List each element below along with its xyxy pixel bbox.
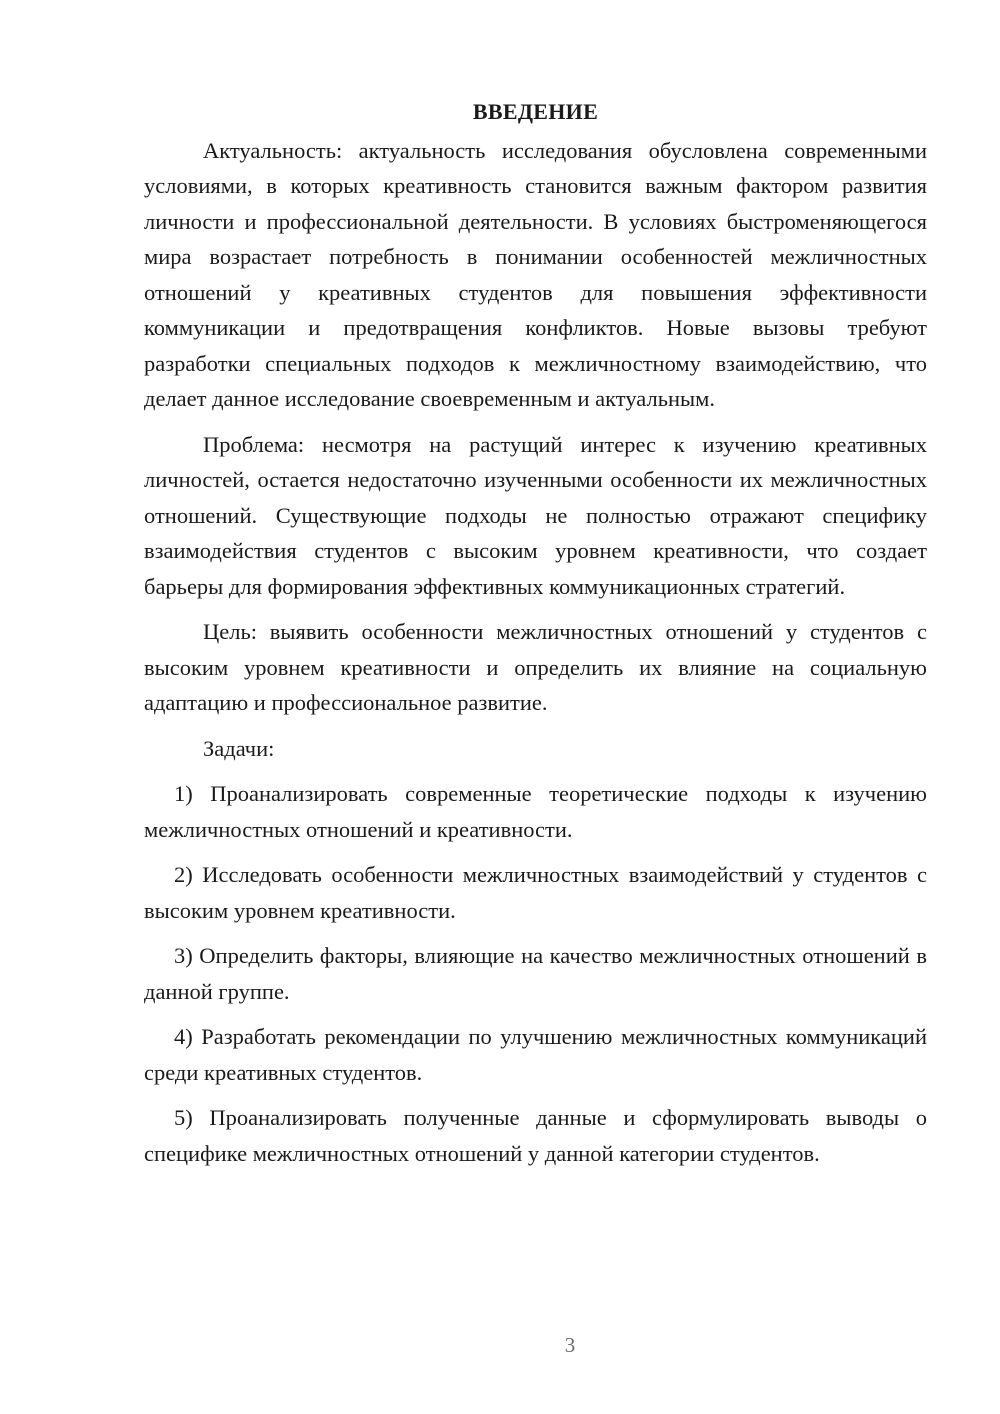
task-item: 4) Разработать рекомендации по улучшению межличностных коммуникаций среди креативных студентов.: [144, 1024, 927, 1085]
tasks-label: Задачи:: [203, 735, 275, 761]
paragraph-problem: Проблема: несмотря на растущий интерес к изучению креативных личностей, остается недостаточно изученными особенности их межличностных отношений. Существующие подходы не полностью отражают специфику взаимодействия студентов с высоким уровнем креативности, что создает барьеры для формирования эффективных коммуникационных стратегий.: [144, 431, 927, 599]
task-item: 3) Определить факторы, влияющие на качество межличностных отношений в данной группе.: [144, 943, 927, 1004]
paragraph-relevance: Актуальность: актуальность исследования обусловлена современными условиями, в которых креативность становится важным фактором развития личности и профессиональной деятельности. В условиях быстроменяющегося мира возрастает потребность в понимании особенностей межличностных отношений у креативных студентов для повышения эффективности коммуникации и предотвращения конфликтов. Новые вызовы требуют разработки специальных подходов к межличностному взаимодействию, что делает данное исследование своевременным и актуальным.: [144, 137, 927, 411]
section-heading: ВВЕДЕНИЕ: [472, 99, 599, 124]
paragraph-goal: Цель: выявить особенности межличностных отношений у студентов с высоким уровнем креативности и определить их влияние на социальную адаптацию и профессиональное развитие.: [144, 619, 927, 715]
page-content: [144, 94, 927, 1181]
task-item: 1) Проанализировать современные теоретические подходы к изучению межличностных отношений и креативности.: [144, 781, 927, 842]
task-item: 2) Исследовать особенности межличностных взаимодействий у студентов с высоким уровнем креативности.: [144, 862, 927, 923]
tasks-list: [144, 776, 927, 1171]
page-number: 3: [564, 1333, 576, 1357]
task-item: 5) Проанализировать полученные данные и сформулировать выводы о специфике межличностных отношений у данной категории студентов.: [144, 1105, 927, 1166]
